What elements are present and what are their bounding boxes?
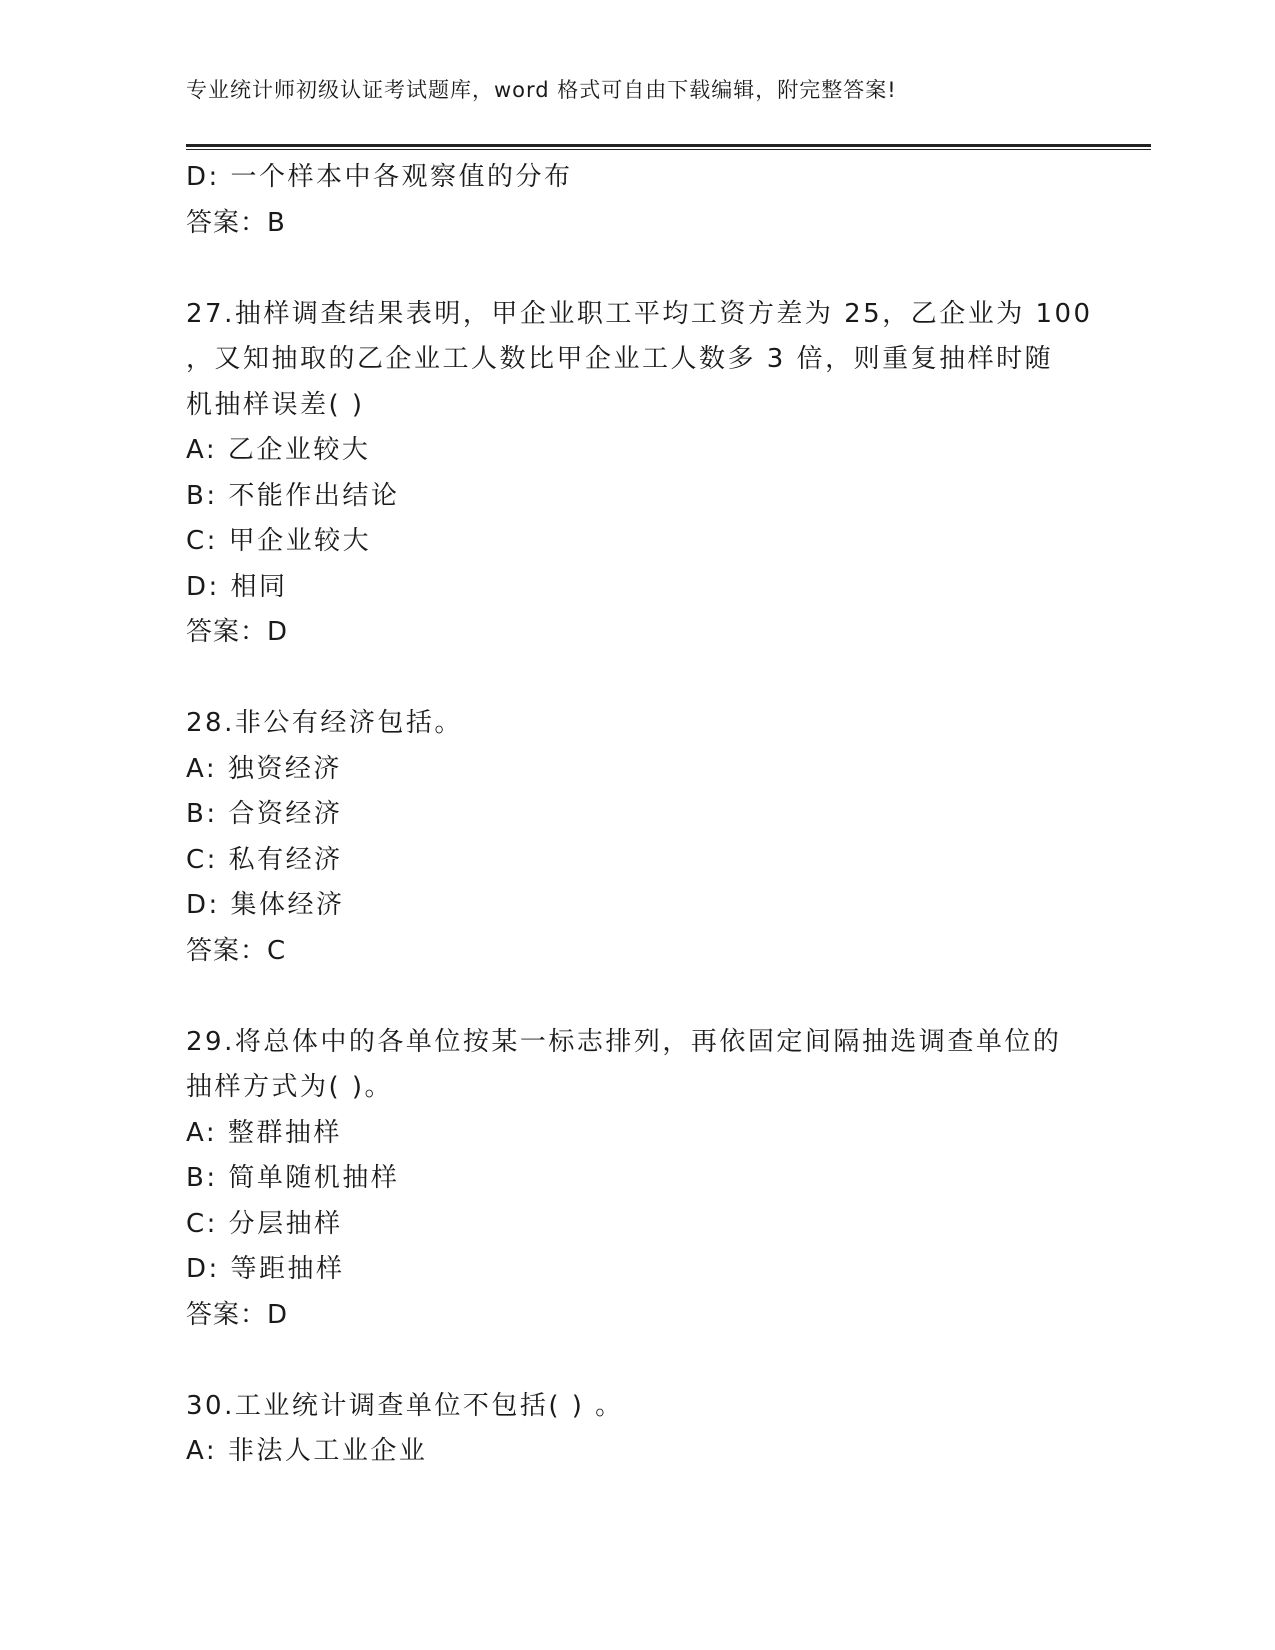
option-line: C: 分层抽样 xyxy=(186,1208,343,1239)
question-line: 抽样方式为( )。 xyxy=(186,1072,394,1102)
question-line: ，又知抽取的乙企业工人数比甲企业工人数多 3 倍，则重复抽样时随 xyxy=(186,344,1054,374)
option-line: A: 整群抽样 xyxy=(186,1117,342,1148)
option-line: D: 集体经济 xyxy=(186,890,345,920)
blank-line xyxy=(186,656,1086,702)
answer-line: 答案：D xyxy=(186,617,289,647)
question-line: 28.非公有经济包括。 xyxy=(186,708,463,738)
option-line: B: 简单随机抽样 xyxy=(186,1163,400,1193)
question-line: 29.将总体中的各单位按某一标志排列，再依固定间隔抽选调查单位的 xyxy=(186,1026,1062,1057)
page-header: 专业统计师初级认证考试题库，word 格式可自由下载编辑，附完整答案! xyxy=(186,78,897,102)
question-line: 27.抽样调查结果表明，甲企业职工平均工资方差为 25，乙企业为 100 xyxy=(186,298,1093,329)
option-line: D: 相同 xyxy=(186,571,288,602)
answer-line: 答案：B xyxy=(186,207,286,238)
answer-line: 答案：C xyxy=(186,935,287,966)
blank-line xyxy=(186,1338,1086,1384)
option-line: B: 不能作出结论 xyxy=(186,480,400,511)
body-line: D: 一个样本中各观察值的分布 xyxy=(186,162,573,192)
blank-line xyxy=(186,974,1086,1020)
blank-line xyxy=(186,246,1086,292)
option-line: B: 合资经济 xyxy=(186,799,343,829)
question-line: 机抽样误差( ) xyxy=(186,389,365,420)
document-content xyxy=(186,155,1093,1475)
option-line: D: 等距抽样 xyxy=(186,1254,345,1284)
option-line: A: 乙企业较大 xyxy=(186,435,371,465)
answer-line: 答案：D xyxy=(186,1299,289,1330)
question-line: 30.工业统计调查单位不包括( ) 。 xyxy=(186,1390,624,1421)
option-line: A: 独资经济 xyxy=(186,753,342,784)
option-line: A: 非法人工业企业 xyxy=(186,1436,428,1466)
header-rule-thick xyxy=(186,144,1151,147)
option-line: C: 私有经济 xyxy=(186,844,343,875)
option-line: C: 甲企业较大 xyxy=(186,526,372,556)
header-rule-thin xyxy=(186,149,1151,150)
